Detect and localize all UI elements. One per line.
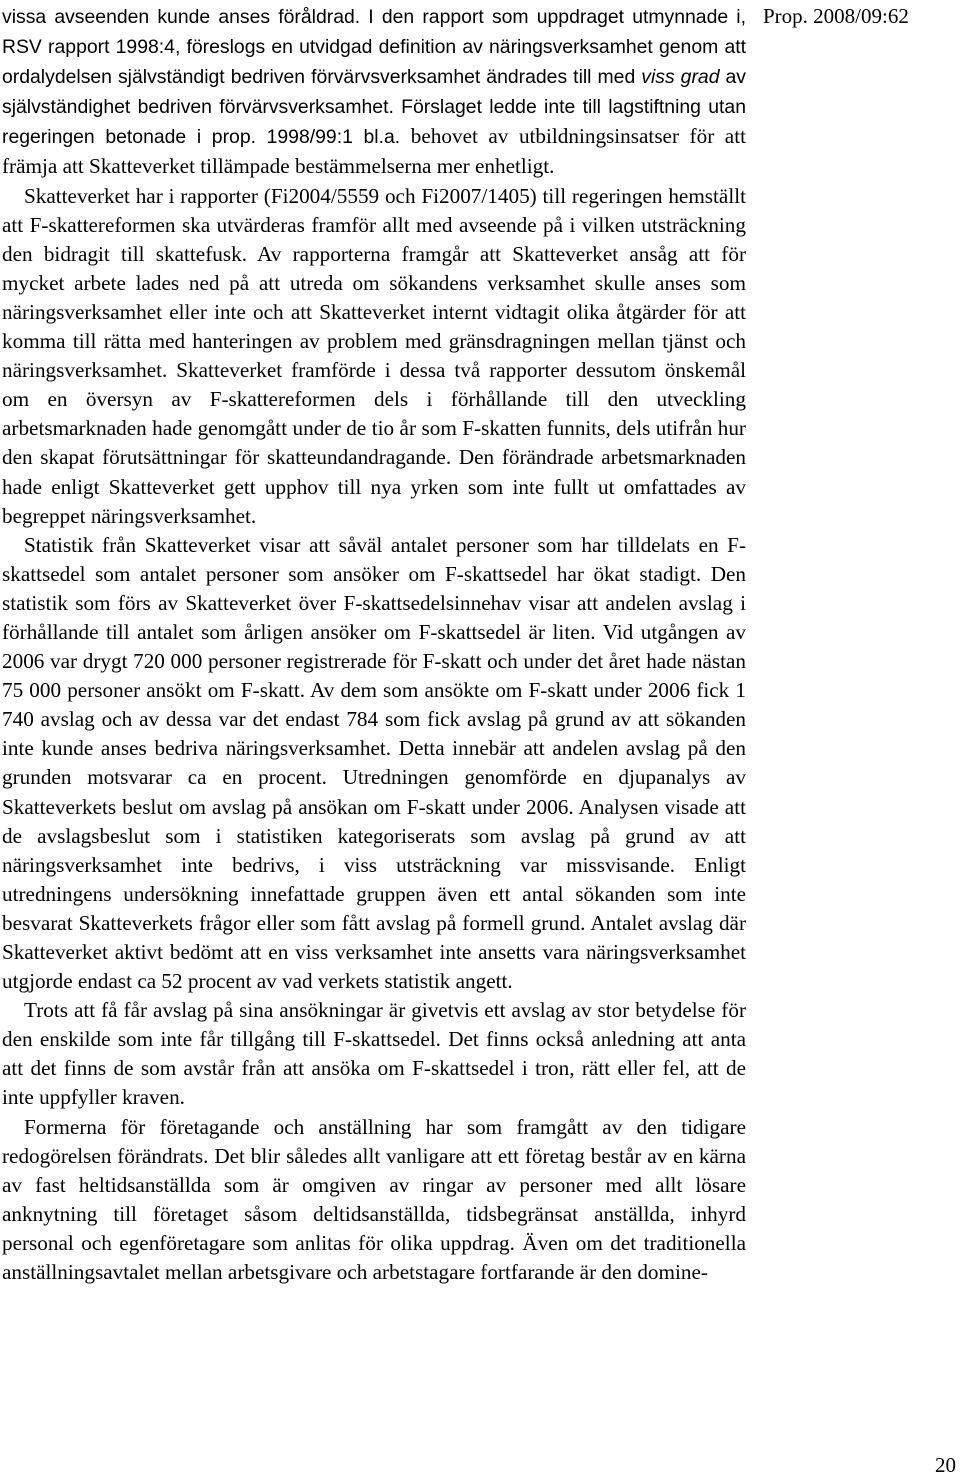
body-text — [2, 2, 746, 1287]
paragraph-1-segment-3: av självständighet bedriven förvärvsverksamhet. Förslaget ledde inte till lagstiftning utan regeringen betonade i prop. 1998/99:1 bl.a. — [2, 66, 747, 149]
paragraph-1-segment-1: vissa avseenden kunde anses föråldrad. I den rapport som uppdraget utmynnade i, RSV rapport 1998:4, föreslogs en utvidgad definition av näringsverksamhet genom att ordalydelsen självständigt bedriven förvärvsverksamhet ändrades till med — [2, 6, 746, 89]
proposition-reference: Prop. 2008/09:62 — [763, 4, 909, 28]
paragraph-3 — [2, 531, 746, 997]
paragraph-1 — [2, 2, 746, 182]
paragraph-2-text: Skatteverket har i rapporter (Fi2004/5559 och Fi2007/1405) till regeringen hemställt att F-skattereformen ska utvärderas framför allt med avseende på i vilken utsträckning den bidragit till skattefusk. Av rapporterna framgår att Skatteverket ansåg att för mycket arbete lades ned på att utreda om sökandens verksamhet skulle anses som näringsverksamhet eller inte och att Skatteverket internt vidtagit olika åtgärder för att komma till rätta med hanteringen av problem med gränsdragningen mellan tjänst och näringsverksamhet. Skatteverket framförde i dessa två rapporter dessutom önskemål om en översyn av F-skattereformen dels i förhållande till den utveckling arbetsmarknaden hade genomgått under de tio år som F-skatten funnits, dels utifrån hur den skapat förutsättningar för skatteundandragande. Den förändrade arbetsmarknaden hade enligt Skatteverket gett upphov till nya yrken som inte fullt ut omfattades av begreppet näringsverksamhet. — [2, 183, 746, 528]
page-number: 20 — [935, 1453, 956, 1477]
paragraph-5-text: Formerna för företagande och anställning har som framgått av den tidigare redogörelsen förändrats. Det blir således allt vanligare att ett företag består av en kärna av fast heltidsanställda som är omgiven av ringar av personer med allt lösare anknytning till företaget såsom deltidsanställda, tidsbegränsat anställda, inhyrd personal och egenföretagare som anlitas för olika uppdrag. Även om det traditionella anställningsavtalet mellan arbetsgivare och arbetstagare fortfarande är den domine- — [2, 1114, 746, 1285]
paragraph-4 — [2, 996, 746, 1112]
emphasis-viss-grad: viss grad — [641, 66, 720, 89]
paragraph-3-text: Statistik från Skatteverket visar att såväl antalet personer som har tilldelats en F-skattsedel som antalet personer som ansöker om F-skattsedel har ökat stadigt. Den statistik som förs av Skatteverket över F-skattsedelsinnehav visar att andelen avslag i förhållande till antalet som årligen ansöker om F-skattsedel är liten. Vid utgången av 2006 var drygt 720 000 personer registrerade för F-skatt och under det året hade nästan 75 000 personer ansökt om F-skatt. Av dem som ansökte om F-skatt under 2006 fick 1 740 avslag och av dessa var det endast 784 som fick avslag på grund av att sökanden inte kunde anses bedriva näringsverksamhet. Detta innebär att andelen avslag på den grunden motsvarar ca en procent. Utredningen genomförde en djupanalys av Skatteverkets beslut om avslag på ansökan om F-skatt under 2006. Analysen visade att de avslagsbeslut som i statistiken kategoriserats som avslag på grund av att näringsverksamhet inte bedrivs, i viss utsträckning var missvisande. Enligt utredningens undersökning innefattade gruppen även ett antal sökanden som inte besvarat Skatteverkets frågor eller som fått avslag på formell grund. Antalet avslag där Skatteverket aktivt bedömt att en viss verksamhet inte ansetts vara näringsverksamhet utgjorde endast ca 52 procent av vad verkets statistik angett. — [2, 532, 746, 994]
paragraph-4-text: Trots att få får avslag på sina ansökningar är givetvis ett avslag av stor betydelse för den enskilde som inte får tillgång till F-skattsedel. Det finns också anledning att anta att det finns de som avstår från att ansöka om F-skattsedel i tron, rätt eller fel, att de inte uppfyller kraven. — [2, 998, 746, 1110]
paragraph-2 — [2, 182, 746, 531]
paragraph-5 — [2, 1113, 746, 1288]
paragraph-1-segment-4: behovet av utbildningsinsatser för att främja att Skatteverket tillämpade bestämmelserna mer enhetligt. — [2, 124, 746, 179]
